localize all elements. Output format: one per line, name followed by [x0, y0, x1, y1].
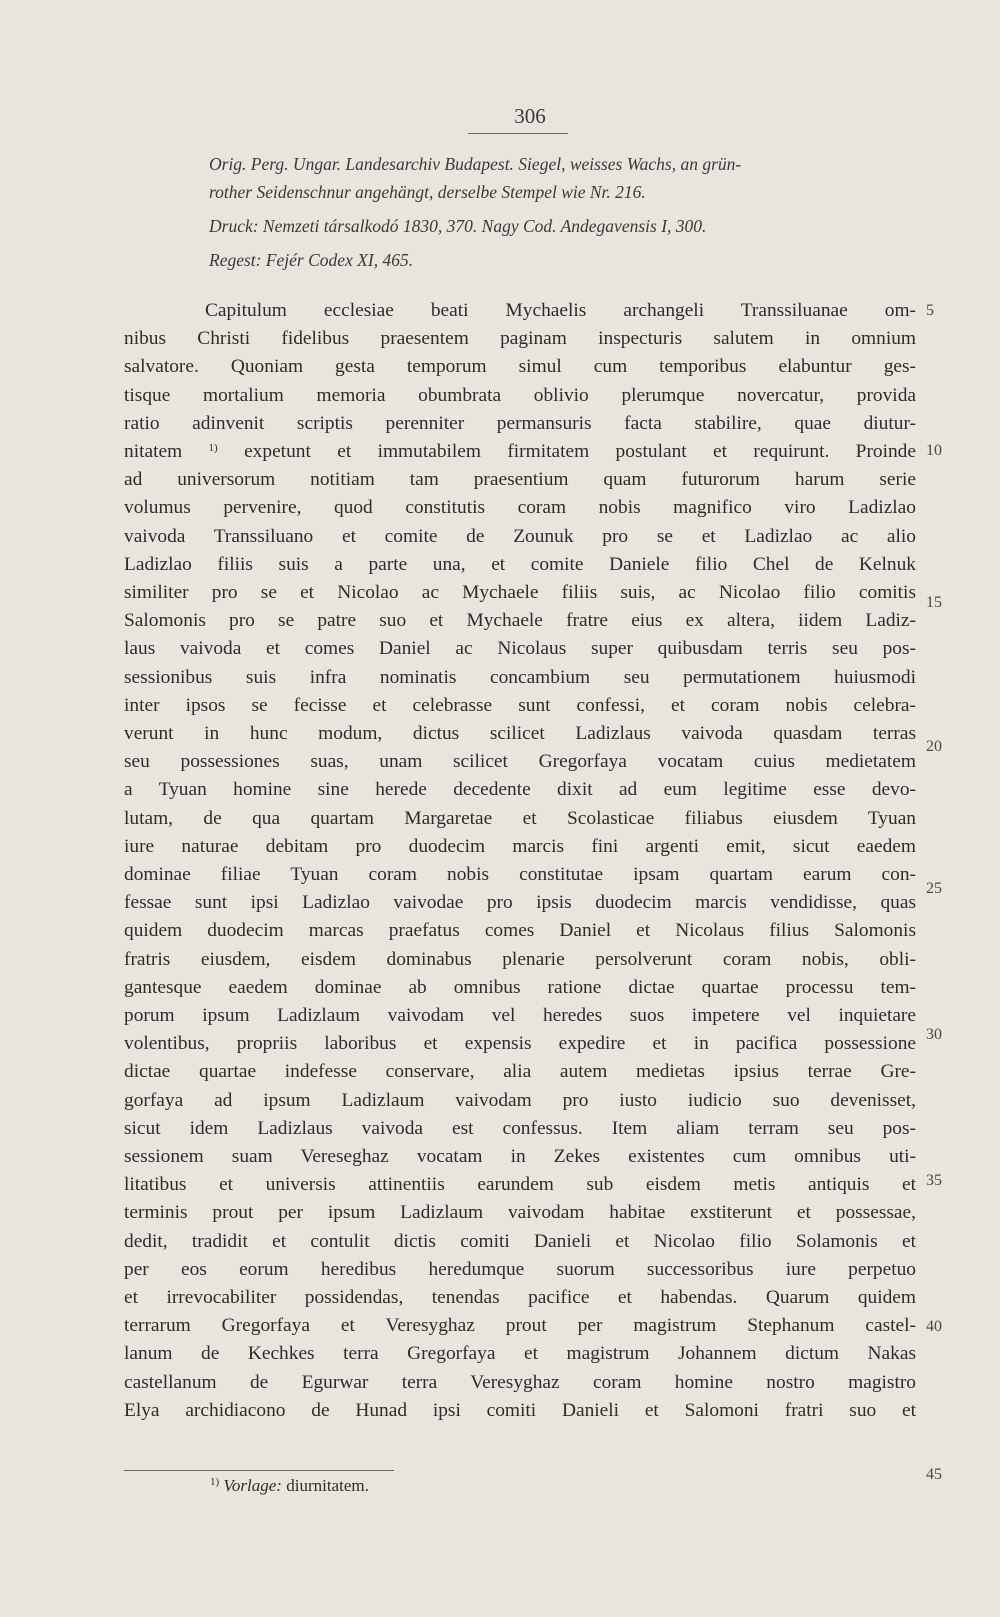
line-number: 30 [926, 1026, 942, 1043]
body-line: sessionibus suis infra nominatis concambium seu permutationem huiusmodi [124, 666, 916, 688]
body-line: tisque mortalium memoria obumbrata oblivio plerumque novercatur, provida [124, 384, 916, 406]
body-line: laus vaivoda et comes Daniel ac Nicolaus super quibusdam terris seu pos- [124, 638, 916, 660]
line-number: 20 [926, 738, 942, 755]
source-line: rother Seidenschnur angehängt, derselbe Stempel wie Nr. 216. [209, 182, 646, 202]
line-number: 25 [926, 880, 942, 897]
body-line: Capitulum ecclesiae beati Mychaelis archangeli Transsiluanae om- [205, 300, 916, 321]
line-number: 40 [926, 1318, 942, 1335]
footnote [210, 1476, 369, 1496]
body-line: litatibus et universis attinentiis earundem sub eisdem metis antiquis et [124, 1174, 916, 1196]
body-line: dedit, tradidit et contulit dictis comiti Danieli et Nicolao filio Solamonis et [124, 1230, 916, 1252]
body-line: verunt in hunc modum, dictus scilicet Ladizlaus vaivoda quasdam terras [124, 723, 916, 744]
body-line: fratris eiusdem, eisdem dominabus plenarie persolverunt coram nobis, obli- [124, 948, 916, 970]
body-line: sessionem suam Vereseghaz vocatam in Zekes existentes cum omnibus uti- [124, 1146, 916, 1167]
body-line: Ladizlao filiis suis a parte una, et comite Daniele filio Chel de Kelnuk [124, 553, 916, 575]
body-line: iure naturae debitam pro duodecim marcis fini argenti emit, sicut eaedem [124, 835, 916, 857]
body-line: ad universorum notitiam tam praesentium quam futurorum harum serie [124, 469, 916, 491]
line-number: 5 [926, 302, 934, 319]
footnote-label: Vorlage: [223, 1476, 282, 1495]
body-line: et irrevocabiliter possidendas, tenendas pacifice et habendas. Quarum quidem [124, 1287, 916, 1308]
body-line: quidem duodecim marcas praefatus comes Daniel et Nicolaus filius Salomonis [124, 920, 916, 942]
source-line: Orig. Perg. Ungar. Landesarchiv Budapest. Siegel, weisses Wachs, an grün- [209, 154, 742, 174]
body-line: dictae quartae indefesse conservare, alia autem medietas ipsius terrae Gre- [124, 1061, 916, 1083]
body-line: lanum de Kechkes terra Gregorfaya et magistrum Johannem dictum Nakas [124, 1343, 916, 1365]
body-line: nibus Christi fidelibus praesentem paginam inspecturis salutem in omnium [124, 328, 916, 350]
body-line: per eos eorum heredibus heredumque suorum successoribus iure perpetuo [124, 1258, 916, 1280]
body-line [124, 441, 916, 463]
body-line: a Tyuan homine sine herede decedente dixit ad eum legitime esse devo- [124, 779, 916, 801]
body-line: ratio adinvenit scriptis perenniter permansuris facta stabilire, quae diutur- [124, 412, 916, 434]
body-line: fessae sunt ipsi Ladizlao vaivodae pro ipsis duodecim marcis vendidisse, quas [124, 892, 916, 914]
body-line: terrarum Gregorfaya et Veresyghaz prout per magistrum Stephanum castel- [124, 1315, 916, 1337]
footnote-reference: 1) [208, 442, 218, 454]
body-line: volentibus, propriis laboribus et expensis expedire et in pacifica possessione [124, 1033, 916, 1055]
line-number: 15 [926, 594, 942, 611]
body-text-segment: nitatem [124, 441, 183, 462]
body-line: seu possessiones suas, unam scilicet Gregorfaya vocatam cuius medietatem [124, 751, 916, 773]
body-line: gorfaya ad ipsum Ladizlaum vaivodam pro iusto iudicio suo devenisset, [124, 1089, 916, 1111]
body-line: salvatore. Quoniam gesta temporum simul cum temporibus elabuntur ges- [124, 356, 916, 378]
line-number: 45 [926, 1466, 942, 1483]
footnote-text: diurnitatem. [286, 1476, 369, 1495]
body-line: lutam, de qua quartam Margaretae et Scolasticae filiabus eiusdem Tyuan [124, 807, 916, 829]
body-line: volumus pervenire, quod constitutis coram nobis magnifico viro Ladizlao [124, 497, 916, 519]
page-number: 306 [514, 104, 546, 128]
body-text-segment: expetunt et immutabilem firmitatem postulant et requirunt. Proinde [244, 441, 916, 462]
body-line: Salomonis pro se patre suo et Mychaele fratre eius ex altera, iidem Ladiz- [124, 610, 916, 632]
page-number-rule [468, 133, 568, 134]
source-line: Regest: Fejér Codex XI, 465. [209, 250, 414, 270]
source-line: Druck: Nemzeti társalkodó 1830, 370. Nagy Cod. Andegavensis I, 300. [209, 216, 707, 236]
body-line: porum ipsum Ladizlaum vaivodam vel heredes suos impetere vel inquietare [124, 1005, 916, 1026]
body-line: sicut idem Ladizlaus vaivoda est confessus. Item aliam terram seu pos- [124, 1117, 916, 1139]
body-line: gantesque eaedem dominae ab omnibus ratione dictae quartae processu tem- [124, 976, 916, 998]
body-line: terminis prout per ipsum Ladizlaum vaivodam habitae exstiterunt et possessae, [124, 1202, 916, 1224]
body-line: inter ipsos se fecisse et celebrasse sunt confessi, et coram nobis celebra- [124, 694, 916, 716]
body-line: similiter pro se et Nicolao ac Mychaele filiis suis, ac Nicolao filio comitis [124, 582, 916, 603]
line-number: 35 [926, 1172, 942, 1189]
body-line: castellanum de Egurwar terra Veresyghaz coram homine nostro magistro [124, 1371, 916, 1393]
footnote-rule [124, 1470, 394, 1471]
body-line: Elya archidiacono de Hunad ipsi comiti Danieli et Salomoni fratri suo et [124, 1399, 916, 1421]
line-number: 10 [926, 442, 942, 459]
footnote-marker: 1) [210, 1476, 220, 1488]
body-line: dominae filiae Tyuan coram nobis constitutae ipsam quartam earum con- [124, 864, 916, 885]
body-line: vaivoda Transsiluano et comite de Zounuk pro se et Ladizlao ac alio [124, 525, 916, 547]
